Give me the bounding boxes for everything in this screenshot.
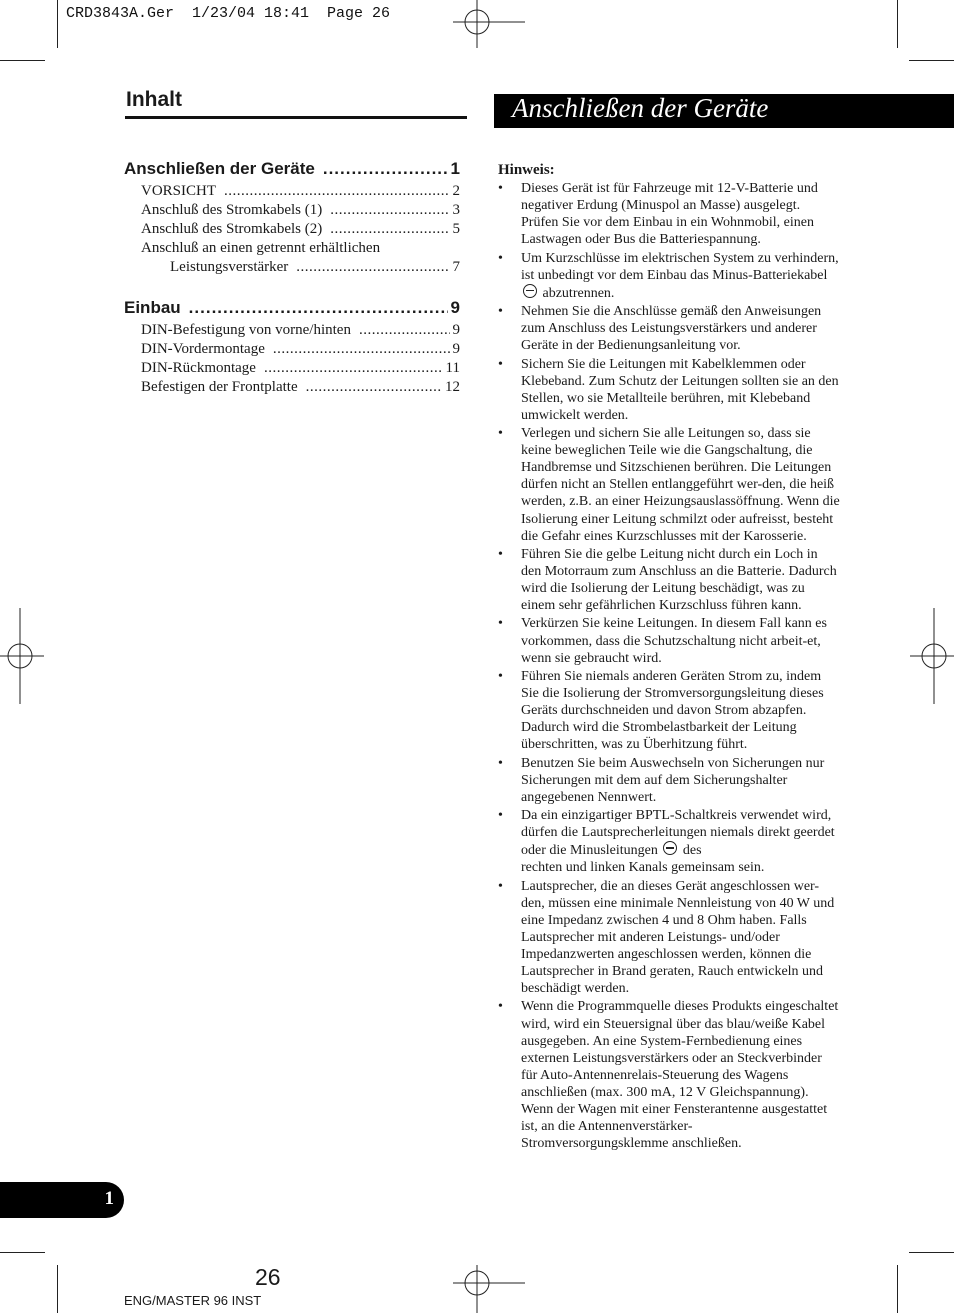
list-item: • Benutzen Sie beim Auswechseln von Sicherungen nur Sicherungen mit dem auf dem Sicherungshalter angegebenen Nennwert. [498, 755, 840, 806]
toc-leader-dots [323, 159, 448, 179]
toc-entry[interactable] [124, 240, 460, 259]
toc-leader-dots [273, 341, 450, 358]
minus-symbol-icon [663, 841, 677, 855]
toc-entry-page: 3 [452, 202, 460, 218]
toc-leader-dots [330, 202, 449, 219]
list-item: • Verkürzen Sie keine Leitungen. In diesem Fall kann es vorkommen, dass die Schutzschaltung nicht arbeit-et, wenn sie gebraucht wird. [498, 615, 840, 666]
chapter-tab [0, 1182, 124, 1218]
print-slug: CRD3843A.Ger 1/23/04 18:41 Page 26 [66, 5, 391, 22]
toc-entry-label: Anschließen der Geräte [124, 159, 315, 178]
toc-leader-dots [359, 322, 450, 339]
toc-entry-label: Einbau [124, 298, 181, 317]
toc-entry-label: VORSICHT [141, 183, 217, 199]
toc-entry[interactable] [124, 379, 460, 398]
toc-entry-page: 2 [452, 183, 460, 199]
toc-entry-main[interactable] [124, 298, 460, 322]
toc-entry[interactable] [124, 322, 460, 341]
toc-entry-page: 9 [452, 322, 460, 338]
toc-entry-label: Anschluß des Stromkabels (2) [141, 221, 323, 237]
toc-entry-page: 12 [445, 379, 460, 395]
toc-leader-dots [189, 298, 448, 318]
toc-entry-main[interactable] [124, 159, 460, 183]
toc-entry-label: DIN-Befestigung von vorne/hinten [141, 322, 351, 338]
list-item: • Nehmen Sie die Anschlüsse gemäß den Anweisungen zum Anschluss des Leistungsverstärkers und anderer Geräte in der Bedienungsanleitung vor. [498, 303, 840, 354]
registration-mark-right [910, 608, 954, 704]
section-title-banner [494, 94, 954, 128]
list-item: • Dieses Gerät ist für Fahrzeuge mit 12-V-Batterie und negativer Erdung (Minuspol an Masse) ausgelegt. Prüfen Sie vor dem Einbau in ein Wohnmobil, einen Lastwagen oder Bus die Batteriespannung. [498, 180, 840, 248]
toc-leader-dots [306, 379, 442, 396]
list-item: • Führen Sie die gelbe Leitung nicht durch ein Loch in den Motorraum zum Anschluss an die Batterie. Dadurch wird die Isolierung der Leitung beschädigt, was zu einem sehr gefährlichen Kurzschluss führen kann. [498, 546, 840, 614]
crop-mark [57, 0, 58, 48]
toc-entry-label: DIN-Rückmontage [141, 360, 256, 376]
toc-leader-dots [224, 183, 449, 200]
registration-mark-left [0, 608, 44, 704]
minus-symbol-icon [523, 284, 537, 298]
toc-section [124, 298, 460, 398]
toc-entry-label: Anschluß des Stromkabels (1) [141, 202, 323, 218]
crop-mark [0, 1252, 45, 1253]
registration-mark-bottom [453, 1265, 501, 1313]
toc-leader-dots [296, 259, 449, 276]
registration-mark-top [453, 0, 501, 48]
toc-entry-label: Anschluß an einen getrennt erhältlichen [141, 240, 381, 256]
toc-entry[interactable] [124, 360, 460, 379]
crop-mark [909, 1252, 954, 1253]
toc-entry-page: 11 [445, 360, 460, 376]
crop-mark [897, 1265, 898, 1313]
toc-section [124, 159, 460, 278]
toc-entry-continued[interactable] [124, 259, 460, 278]
toc-entry-label: DIN-Vordermontage [141, 341, 265, 357]
section-title: Anschließen der Geräte [512, 93, 769, 123]
toc-entry-page: 5 [452, 221, 460, 237]
toc-leader-dots [264, 360, 443, 377]
list-item: • Führen Sie niemals anderen Geräten Strom zu, indem Sie die Isolierung der Stromversorgungsleitung dieses Geräts durchschneiden und davon Strom abzapfen. Dadurch wird die Strombelastbarkeit der Leitung überschritten, was zu Überhitzung führt. [498, 668, 840, 753]
list-item: • Sichern Sie die Leitungen mit Kabelklemmen oder Klebeband. Zum Schutz der Leitungen sollten sie an den Stellen, wo sie Metallteile berühren, mit Klebeband umwickelt werden. [498, 356, 840, 424]
toc-entry-page: 7 [452, 259, 460, 275]
crop-mark [909, 60, 954, 61]
toc-entry[interactable] [124, 221, 460, 240]
list-item: • Lautsprecher, die an dieses Gerät angeschlossen wer-den, müssen eine minimale Nennleistung von 40 W und eine Impedanz zwischen 4 und 8 Ohm haben. Falls Lautsprecher mit anderen Leistungs- und/oder Impedanzwerten angeschlossen werden, können die Lautsprecher in Brand geraten, Rauch entwickeln und beschädigt werden. [498, 878, 840, 998]
toc-entry-label: Leistungsverstärker [170, 259, 289, 275]
toc-leader-dots [330, 221, 449, 238]
toc-title-rule [125, 116, 467, 119]
notes-heading: Hinweis: [498, 162, 555, 178]
list-item: • Da ein einzigartiger BPTL-Schaltkreis verwendet wird, dürfen die Lautsprecherleitungen niemals direkt geerdet oder die Minusleitungen des rechten und linken Kanals gemeinsam sein. [498, 807, 840, 876]
crop-mark [897, 0, 898, 48]
list-item: • Verlegen und sichern Sie alle Leitungen so, dass sie keine beweglichen Teile wie die Gangschaltung, die Handbremse und Sitzschienen berühren. Die Leitungen dürfen nicht an Stellen entlanggeführt wer-den, die heiß werden, z.B. an einer Heizungsauslassöffnung. Wenn die Isolierung einer Leitung schmilzt oder aufreisst, besteht die Gefahr eines Kurzschlusses mit der Karosserie. [498, 425, 840, 545]
crop-mark [0, 60, 45, 61]
toc-entry[interactable] [124, 341, 460, 360]
page-number: 26 [255, 1264, 281, 1290]
list-item: • Um Kurzschlüsse im elektrischen System zu verhindern, ist unbedingt vor dem Einbau das Minus-Batteriekabel abzutrennen. [498, 250, 840, 302]
list-item: • Wenn die Programmquelle dieses Produkts eingeschaltet wird, wird ein Steuersignal über das blau/weiße Kabel ausgegeben. An eine System-Fernbedienung eines externen Leistungsverstärkers oder an Steckverbinder für Auto-Antennenrelais-Steuerung des Wagens anschließen (max. 300 mA, 12 V Gleichspannung). Wenn der Wagen mit einer Fensterantenne ausgestattet ist, an die Antennenverstärker-Stromversorgungsklemme anschließen. [498, 998, 840, 1152]
toc-entry[interactable] [124, 202, 460, 221]
toc-entry-page: 1 [450, 159, 460, 178]
toc-entry[interactable] [124, 183, 460, 202]
notes-list [498, 180, 840, 1154]
footer-code: ENG/MASTER 96 INST [124, 1293, 262, 1308]
toc-entry-page: 9 [450, 298, 460, 317]
toc-title: Inhalt [126, 88, 182, 111]
crop-mark [57, 1265, 58, 1313]
toc-entry-label: Befestigen der Frontplatte [141, 379, 298, 395]
toc-entry-page: 9 [452, 341, 460, 357]
chapter-tab-number: 1 [104, 1188, 114, 1209]
